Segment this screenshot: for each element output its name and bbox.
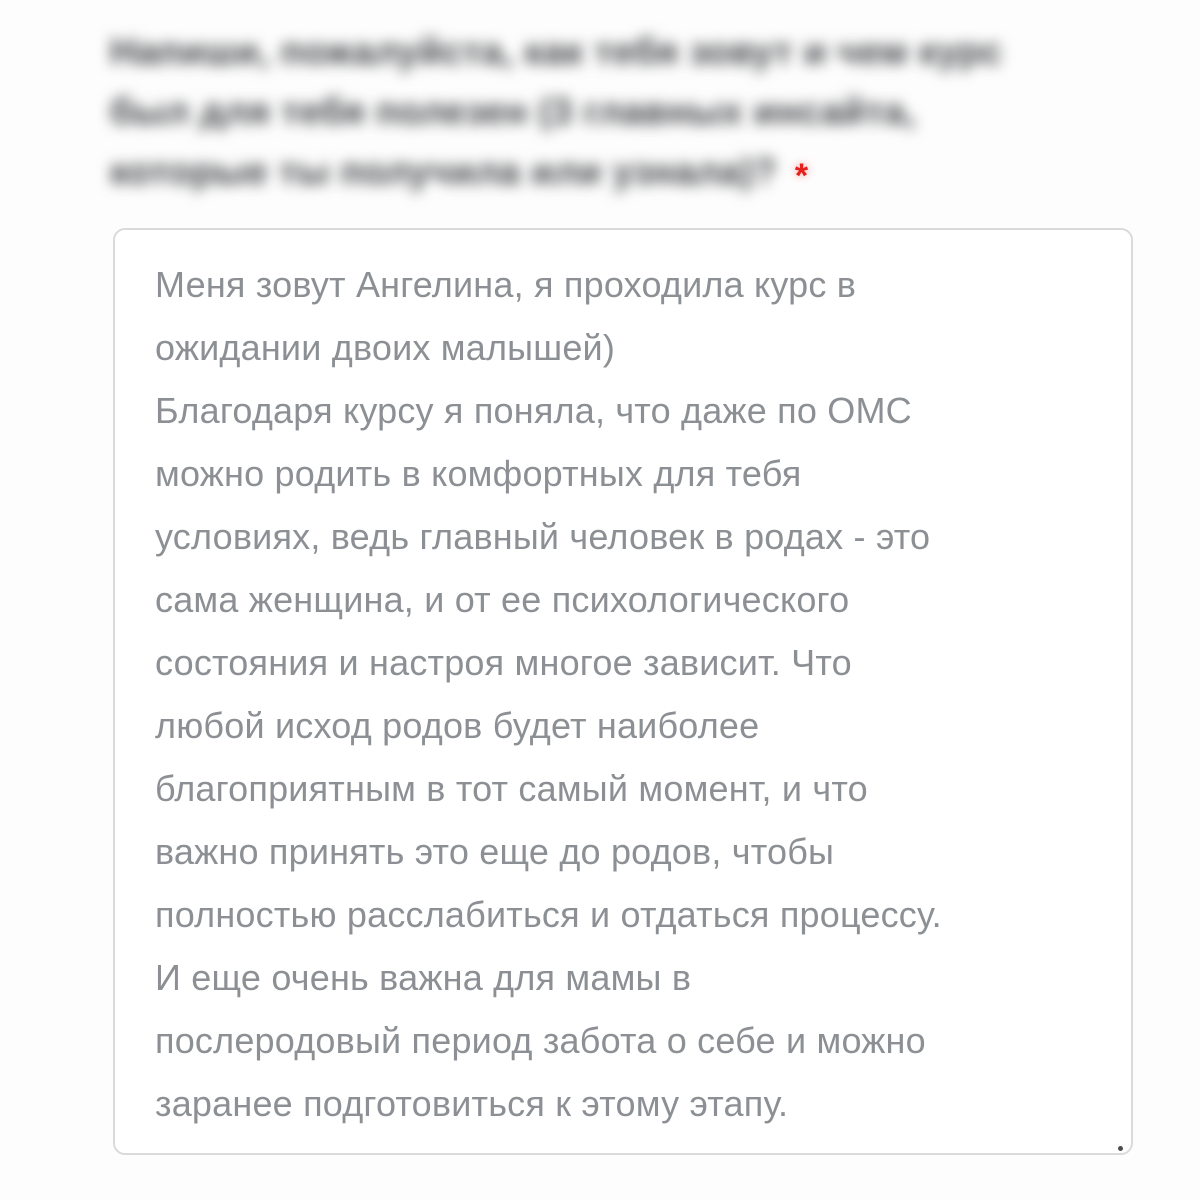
answer-text-line: условиях, ведь главный человек в родах - это bbox=[155, 516, 931, 557]
question-line bbox=[110, 142, 1150, 202]
question-text-line: Напиши, пожалуйста, как тебя зовут и чем курс bbox=[110, 31, 1003, 72]
answer-text-line: благоприятным в тот самый момент, и что bbox=[155, 768, 868, 809]
answer-text-line: Меня зовут Ангелина, я проходила курс в bbox=[155, 264, 857, 305]
resize-handle-dot[interactable] bbox=[1118, 1146, 1123, 1151]
answer-text-line: можно родить в комфортных для тебя bbox=[155, 453, 802, 494]
answer-text-line: сама женщина, и от ее психологического bbox=[155, 579, 850, 620]
question-line bbox=[110, 22, 1150, 82]
answer-text-line: состояния и настроя многое зависит. Что bbox=[155, 642, 852, 683]
answer-text-line: Благодаря курсу я поняла, что даже по ОМС bbox=[155, 390, 912, 431]
question-text-line: которые ты получила или узнала)? bbox=[110, 151, 777, 192]
answer-text-line: И еще очень важна для мамы в bbox=[155, 957, 692, 998]
answer-text-line: полностью расслабиться и отдаться процессу. bbox=[155, 894, 942, 935]
answer-textarea[interactable] bbox=[113, 228, 1133, 1155]
answer-text-line: любой исход родов будет наиболее bbox=[155, 705, 760, 746]
required-asterisk: * bbox=[794, 157, 809, 195]
answer-text-line: ожидании двоих малышей) bbox=[155, 327, 616, 368]
answer-text-line: заранее подготовиться к этому этапу. bbox=[155, 1083, 789, 1124]
answer-text-line: послеродовый период забота о себе и можно bbox=[155, 1020, 926, 1061]
question-line bbox=[110, 82, 1150, 142]
question-label bbox=[110, 22, 1150, 202]
question-text-line: был для тебя полезен (3 главных инсайта, bbox=[110, 91, 916, 132]
answer-text-line: важно принять это еще до родов, чтобы bbox=[155, 831, 835, 872]
